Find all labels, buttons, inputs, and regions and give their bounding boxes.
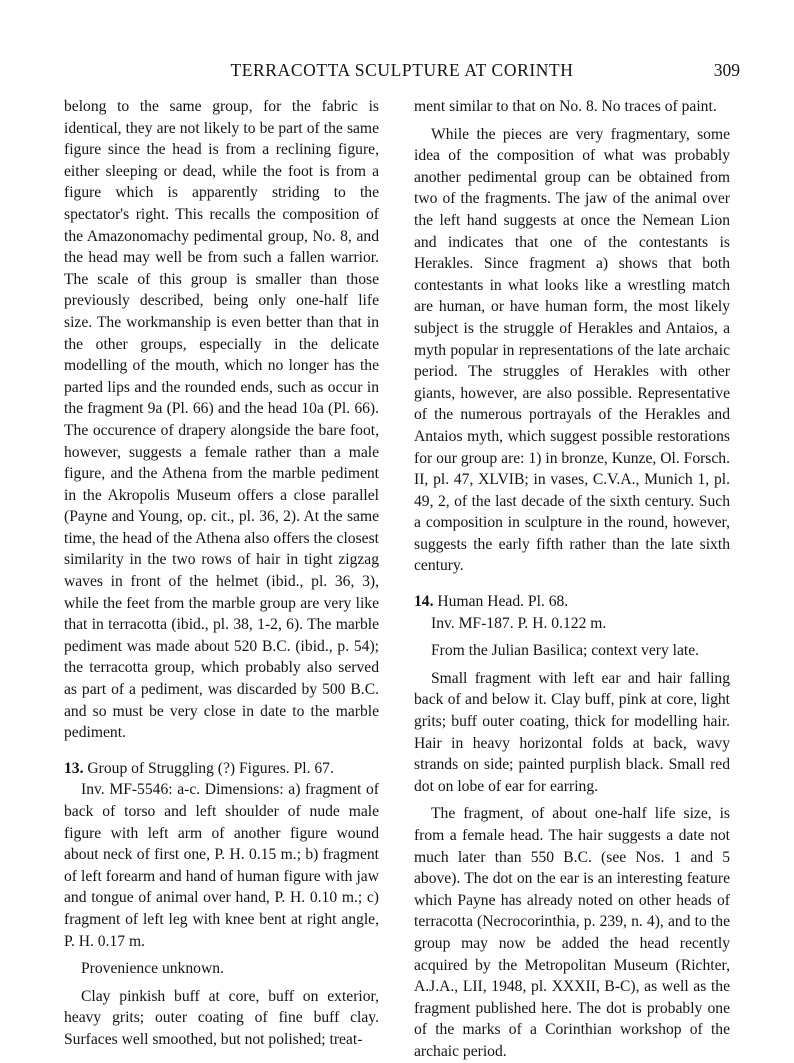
- entry-13-number: 13.: [64, 759, 84, 777]
- entry-13-discussion: While the pieces are very fragmentary, some idea of the composition of what was probably another pedimental group can be obtained from two of the fragments. The jaw of the animal over the left hand suggests at once the Nemean Lion and indicates that one of the contestants is Herakles. Since fragment a) shows that both contestants in what looks like a wrestling match are human, or have human form, the most likely subject is the struggle of Herakles and Antaios, a myth popular in representations of the late archaic period. The struggles of Herakles with other giants, however, are also possible. Representative of the numerous portrayals of the Herakles and Antaios myth, which suggest possible restorations for our group are: 1) in bronze, Kunze, Ol. Forsch. II, pl. 47, XLVIB; in vases, C.V.A., Munich 1, pl. 49, 2, of the last decade of the sixth century. Such a composition in sculpture in the round, however, suggests the early fifth rather than the late sixth century.: [414, 125, 730, 575]
- entry-13-inventory: Inv. MF-5546: a-c. Dimensions: a) fragment of back of torso and left shoulder of nude male figure with left arm of another figure wound about neck of first one, P. H. 0.15 m.; b) fragment of left forearm and hand of human figure with jaw and tongue of animal over hand, P. H. 0.10 m.; c) fragment of left leg with knee bent at right angle, P. H. 0.17 m.: [64, 781, 379, 950]
- page-header: [64, 60, 740, 82]
- continued-paragraph: belong to the same group, for the fabric is identical, they are not likely to be part of the same figure since the head is from a reclining figure, either sleeping or dead, while the foot is from a figure which is apparently striding to the spectator's right. This recalls the composition of the Amazonomachy pedimental group, No. 8, and the head may well be from such a fallen warrior. The scale of this group is smaller than those previously described, being only one-half life size. The workmanship is even better than that in the other groups, especially in the delicate modelling of the mouth, which no longer has the parted lips and the rounded ends, such as occur in the fragment 9a (Pl. 66) and the head 10a (Pl. 66). The occurence of drapery alongside the bare foot, however, suggests a female rather than a male figure, and the Athena from the marble pediment in the Akropolis Museum offers a close parallel (Payne and Young, op. cit., pl. 36, 2). At the same time, the head of the Athena also offers the closest similarity in the two rows of hair in tight zigzag waves in front of the helmet (ibid., pl. 36, 3), while the feet from the marble group are very like that in terracotta (ibid., pl. 38, 1-2, 6). The marble pediment was made about 520 B.C. (ibid., p. 54); the terracotta group, which probably also served as part of a pediment, was discarded by 500 B.C. and so must be very close in date to the marble pediment.: [64, 98, 379, 742]
- entry-13-fabric: Clay pinkish buff at core, buff on exterior, heavy grits; outer coating of fine buff clay. Surfaces well smoothed, but not polished; treat-: [64, 987, 379, 1048]
- entry-14-number: 14.: [414, 593, 434, 611]
- running-title: TERRACOTTA SCULPTURE AT CORINTH: [230, 60, 574, 80]
- entry-14-inventory: Inv. MF-187. P. H. 0.122 m.: [431, 614, 607, 632]
- entry-13-heading: [64, 758, 379, 780]
- left-column: [64, 96, 379, 1051]
- entry-14-description: Small fragment with left ear and hair falling back of and below it. Clay buff, pink at core, light grits; buff outer coating, thick for modelling hair. Hair in heavy horizontal folds at back, wavy strands on side; painted purplish black. Small red dot on lobe of ear for earring.: [414, 669, 730, 795]
- entry-14-title: Human Head. Pl. 68.: [437, 593, 569, 611]
- page-number: 309: [713, 60, 740, 80]
- entry-14-discussion: The fragment, of about one-half life size, is from a female head. The hair suggests a date not much later than 550 B.C. (see Nos. 1 and 5 above). The dot on the ear is an interesting feature which Payne has already noted on other heads of terracotta (Necrocorinthia, p. 239, n. 4), and to the group may now be added the head recently acquired by the Metropolitan Museum (Richter, A.J.A., LII, 1948, pl. XXXII, B-C), as well as the fragment published here. The dot is probably one of the marks of a Corinthian workshop of the archaic period.: [414, 805, 730, 1060]
- right-column: [414, 96, 730, 1063]
- entry-13-fabric-end: ment similar to that on No. 8. No traces of paint.: [414, 98, 717, 115]
- entry-14-provenience: From the Julian Basilica; context very late.: [431, 642, 700, 660]
- entry-14-heading: [414, 591, 730, 613]
- entry-13-provenience: Provenience unknown.: [81, 960, 224, 978]
- entry-13-title: Group of Struggling (?) Figures. Pl. 67.: [87, 759, 334, 777]
